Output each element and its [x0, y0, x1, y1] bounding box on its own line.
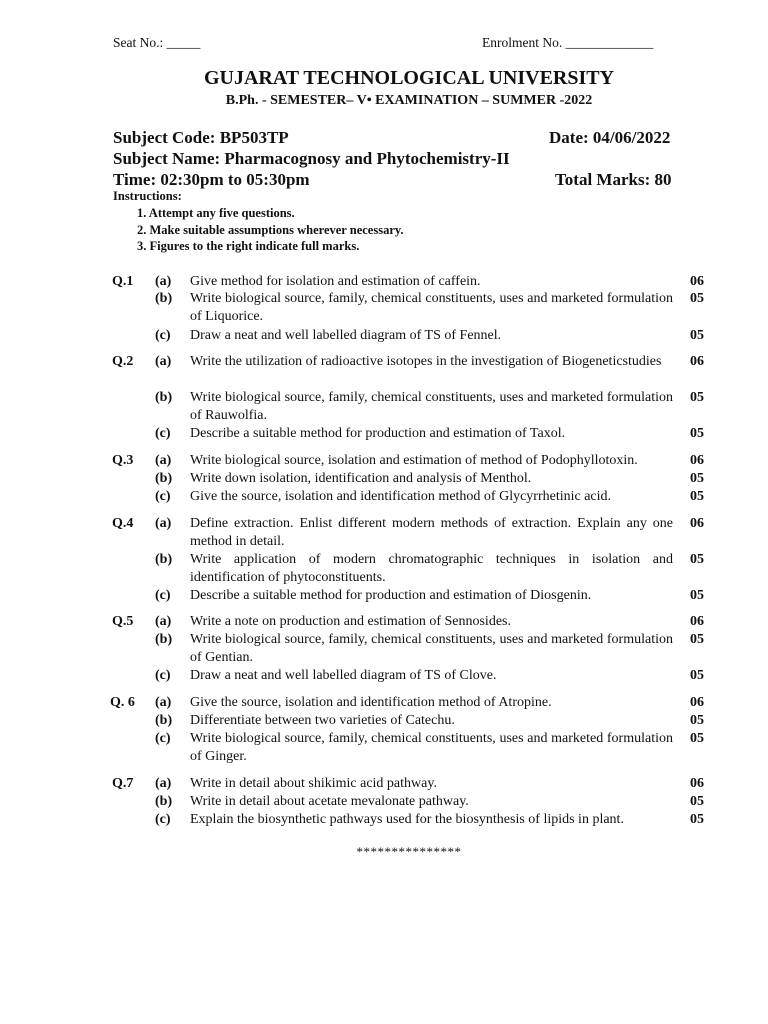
question-number: Q.2 [112, 354, 134, 369]
question-text: Write biological source, family, chemical constituents, uses and marketed formulation of Liquorice. [190, 291, 673, 324]
question-text: Give the source, isolation and identification method of Glycyrrhetinic acid. [190, 489, 612, 504]
question-text: Describe a suitable method for production and estimation of Diosgenin. [190, 588, 592, 603]
question-text: Write biological source, family, chemical constituents, uses and marketed formulation of Ginger. [190, 731, 673, 764]
part-label: (b) [155, 291, 173, 306]
instruction-item: 2. Make suitable assumptions wherever necessary. [137, 223, 404, 237]
marks: 06 [690, 776, 704, 791]
marks: 06 [690, 274, 704, 289]
instructions-heading: Instructions: [113, 189, 182, 203]
marks: 06 [690, 695, 704, 710]
part-label: (c) [155, 668, 171, 683]
part-label: (b) [155, 552, 173, 567]
marks: 06 [690, 453, 704, 468]
part-label: (a) [155, 453, 172, 468]
subject-name: Subject Name: Pharmacognosy and Phytochemistry-II [113, 149, 510, 168]
part-label: (a) [155, 776, 172, 791]
part-label: (b) [155, 471, 173, 486]
enrolment-number: Enrolment No. _____________ [482, 35, 654, 50]
part-label: (a) [155, 516, 172, 531]
marks: 05 [690, 552, 704, 567]
marks: 05 [690, 328, 704, 343]
question-text: Write biological source, isolation and estimation of method of Podophyllotoxin. [190, 453, 638, 468]
seat-number: Seat No.: _____ [113, 35, 201, 50]
subject-code: Subject Code: BP503TP [113, 128, 289, 147]
marks: 05 [690, 812, 704, 827]
part-label: (c) [155, 588, 171, 603]
marks: 05 [690, 471, 704, 486]
marks: 05 [690, 713, 704, 728]
part-label: (c) [155, 812, 171, 827]
question-text: Write biological source, family, chemical constituents, uses and marketed formulation of Rauwolfia. [190, 390, 673, 423]
instruction-item: 1. Attempt any five questions. [137, 206, 295, 220]
part-label: (c) [155, 328, 171, 343]
question-text: Give the source, isolation and identification method of Atropine. [190, 695, 552, 710]
part-label: (b) [155, 713, 173, 728]
exam-title: B.Ph. - SEMESTER– V• EXAMINATION – SUMMER -2022 [225, 93, 593, 108]
question-text: Give method for isolation and estimation of caffein. [190, 274, 481, 289]
question-text: Write in detail about shikimic acid pathway. [190, 776, 437, 791]
marks: 06 [690, 516, 704, 531]
instruction-item: 3. Figures to the right indicate full marks. [137, 239, 360, 253]
part-label: (a) [155, 695, 172, 710]
question-text: Write a note on production and estimation of Sennosides. [190, 614, 511, 629]
part-label: (a) [155, 274, 172, 289]
question-text: Write in detail about acetate mevalonate pathway. [190, 794, 469, 809]
marks: 05 [690, 632, 704, 647]
question-number: Q.7 [112, 776, 134, 791]
part-label: (a) [155, 614, 172, 629]
question-number: Q.5 [112, 614, 134, 629]
question-text: Write application of modern chromatographic techniques in isolation and identification of phytoconstituents. [190, 552, 673, 585]
part-label: (c) [155, 731, 171, 746]
marks: 06 [690, 354, 704, 369]
question-text: Explain the biosynthetic pathways used for the biosynthesis of lipids in plant. [190, 812, 624, 827]
marks: 05 [690, 794, 704, 809]
question-text: Write down isolation, identification and analysis of Menthol. [190, 471, 532, 486]
question-number: Q. 6 [110, 695, 135, 710]
marks: 05 [690, 390, 704, 405]
question-text: Write the utilization of radioactive isotopes in the investigation of Biogeneticstudies [190, 354, 662, 369]
part-label: (a) [155, 354, 172, 369]
question-text: Write biological source, family, chemical constituents, uses and marketed formulation of Gentian. [190, 632, 673, 665]
question-number: Q.1 [112, 274, 134, 289]
total-marks: Total Marks: 80 [555, 170, 672, 189]
question-text: Describe a suitable method for production and estimation of Taxol. [190, 426, 566, 441]
university-title: GUJARAT TECHNOLOGICAL UNIVERSITY [203, 67, 615, 89]
question-text: Draw a neat and well labelled diagram of TS of Fennel. [190, 328, 502, 343]
marks: 05 [690, 668, 704, 683]
part-label: (c) [155, 489, 171, 504]
question-text: Define extraction. Enlist different modern methods of extraction. Explain any one method in detail. [190, 516, 673, 549]
question-number: Q.4 [112, 516, 134, 531]
marks: 05 [690, 291, 704, 306]
question-number: Q.3 [112, 453, 134, 468]
part-label: (b) [155, 794, 173, 809]
question-text: Differentiate between two varieties of Catechu. [190, 713, 455, 728]
marks: 05 [690, 426, 704, 441]
marks: 05 [690, 588, 704, 603]
marks: 05 [690, 489, 704, 504]
part-label: (b) [155, 390, 173, 405]
marks: 06 [690, 614, 704, 629]
marks: 05 [690, 731, 704, 746]
exam-time: Time: 02:30pm to 05:30pm [113, 170, 310, 189]
question-text: Draw a neat and well labelled diagram of TS of Clove. [190, 668, 497, 683]
part-label: (c) [155, 426, 171, 441]
end-of-paper-marker: *************** [356, 844, 462, 859]
exam-date: Date: 04/06/2022 [549, 128, 671, 147]
part-label: (b) [155, 632, 173, 647]
